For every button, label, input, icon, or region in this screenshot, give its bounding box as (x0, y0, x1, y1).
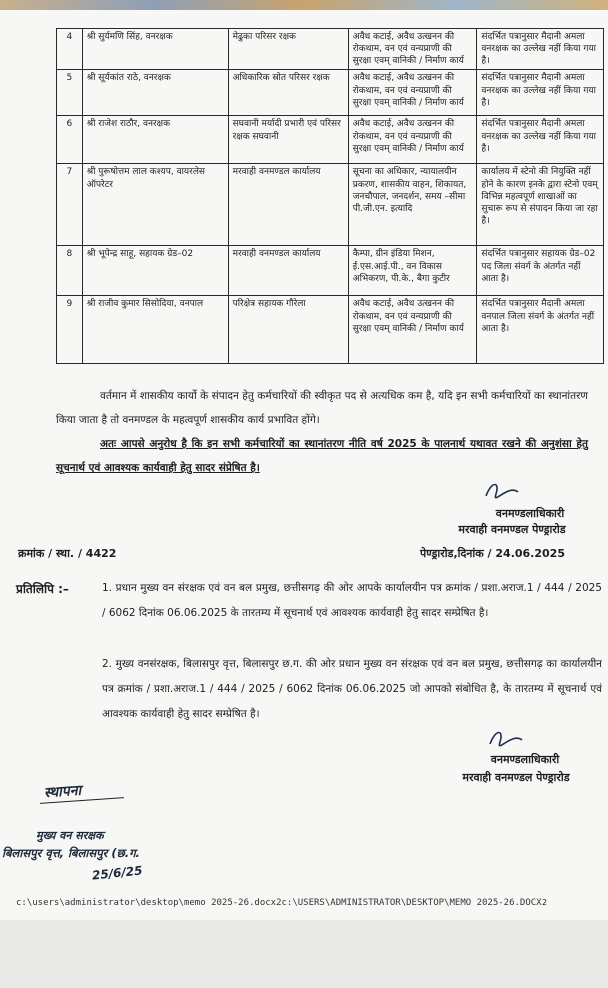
table-row (57, 164, 604, 246)
work-details: अवैध कटाई, अवैध उत्खनन की रोकथाम, वन एवं वन्यप्राणी की सुरक्षा एवम् वानिकी / निर्माण कार्य (348, 29, 477, 70)
signature-mark (482, 478, 522, 502)
table-row (57, 70, 604, 116)
posting: मरवाही वनमण्डल कार्यालय (228, 164, 348, 246)
copy-heading: प्रतिलिपि :– (16, 582, 69, 596)
work-details: अवैध कटाई, अवैध उत्खनन की रोकथाम, वन एवं वन्यप्राणी की सुरक्षा एवम् वानिकी / निर्माण कार्य (348, 116, 477, 164)
employee-name: श्री राजीव कुमार सिसोदिया, वनपाल (82, 296, 228, 364)
serial-number: 7 (57, 164, 83, 246)
copy-item: 2. मुख्य वनसंरक्षक, बिलासपुर वृत्त, बिलासपुर छ.ग. की ओर प्रधान मुख्य वन संरक्षक एवं वन बल प्रमुख, छत्तीसगढ़ का कार्यालयीन पत्र क्रमांक / प्रशा.अराज.1 / 444 / 2025 / 6062 दिनांक 06.06.2025 जो आपको संबोधित है, के तारतम्य में सूचनार्थ एवं आवश्यक कार्यवाही हेतु सादर सम्प्रेषित है। (102, 658, 602, 720)
posting: मरवाही वनमण्डल कार्यालय (228, 246, 348, 296)
handwritten-note: स्थापना (43, 782, 82, 802)
serial-number: 9 (57, 296, 83, 364)
work-details: अवैध कटाई, अवैध उत्खनन की रोकथाम, वन एवं वन्यप्राणी की सुरक्षा एवम् वानिकी / निर्माण कार्य (348, 296, 477, 364)
page-number: 2 (542, 898, 548, 907)
work-details: अवैध कटाई, अवैध उत्खनन की रोकथाम, वन एवं वन्यप्राणी की सुरक्षा एवम् वानिकी / निर्माण कार्य (348, 70, 477, 116)
signature-mark (486, 726, 526, 750)
signatory-title: वनमण्डलाधिकारी (490, 753, 560, 766)
signatory-office: मरवाही वनमण्डल पेण्ड्रारोड (462, 771, 570, 784)
table-row (57, 246, 604, 296)
posting: अधिकारिक स्रोत परिसर रक्षक (228, 70, 348, 116)
table-row (57, 116, 604, 164)
employee-name: श्री राजेश राठौर, वनरक्षक (82, 116, 228, 164)
remark: संदर्भित पत्रानुसार मैदानी अमला वनपाल जिला संवर्ग के अंतर्गत नहीं आता है। (477, 296, 604, 364)
remark: कार्यालय में स्टेनो की नियुक्ति नहीं होने के कारण इनके द्वारा स्टेनो एवम् विभिन्न महत्वपूर्ण शाखाओं का सुचारू रूप से संपादन किया जा रहा है। (477, 164, 604, 246)
posting: मेढुका परिसर रक्षक (228, 29, 348, 70)
table-row (57, 29, 604, 70)
body-paragraph: वर्तमान में शासकीय कार्यो के संपादन हेतु कर्मचारियों की स्वीकृत पद से अत्यधिक कम है, यदि इन सभी कर्मचारियों का स्थानांतरण किया जाता है तो वनमण्डल के महत्वपूर्ण शासकीय कार्य प्रभावित होंगे। (56, 390, 588, 426)
staff-table (56, 28, 604, 364)
signatory-title: वनमण्डलाधिकारी (495, 507, 565, 520)
work-details: सूचना का अधिकार, न्यायालयीन प्रकरण, शासकीय वाहन, शिकायत, जनचौपाल, जनदर्शन, समय –सीमा पी.जी.एन. इत्यादि (348, 164, 477, 246)
serial-number: 5 (57, 70, 83, 116)
table-row (57, 296, 604, 364)
receipt-line: मुख्य वन सरक्षक (36, 829, 104, 842)
request-paragraph: अतः आपसे अनुरोध है कि इन सभी कर्मचारियों का स्थानांतरण नीति वर्ष 2025 के पालनार्थ यथावत रखने की अनुशंसा हेतु सूचनार्थ एवं आवश्यक कार्यवाही हेतु सादर संप्रेषित है। (56, 438, 588, 474)
employee-name: श्री भूपेन्द्र साहू, सहायक ग्रेड–02 (82, 246, 228, 296)
employee-name: श्री सूर्यकांत राठे, वनरक्षक (82, 70, 228, 116)
signatory-office: मरवाही वनमण्डल पेण्ड्रारोड (458, 523, 566, 536)
reference-number: क्रमांक / स्था. / 4422 (18, 547, 117, 560)
receipt-line: बिलासपुर वृत्त, बिलासपुर (छ.ग. (2, 846, 140, 860)
serial-number: 4 (57, 29, 83, 70)
place-date: पेण्ड्रारोड,दिनांक / 24.06.2025 (420, 547, 565, 560)
serial-number: 8 (57, 246, 83, 296)
remark: संदर्भित पत्रानुसार सहायक ग्रेड–02 पद जिला संवर्ग के अंतर्गत नहीं आता है। (477, 246, 604, 296)
remark: संदर्भित पत्रानुसार मैदानी अमला वनरक्षक का उल्लेख नहीं किया गया है। (477, 116, 604, 164)
remark: संदर्भित पत्रानुसार मैदानी अमला वनरक्षक का उल्लेख नहीं किया गया है। (477, 70, 604, 116)
posting: सघवानी मर्यादी प्रभारी एवं परिसर रक्षक सघवानी (228, 116, 348, 164)
serial-number: 6 (57, 116, 83, 164)
employee-name: श्री सुर्यमणि सिंह, वनरक्षक (82, 29, 228, 70)
employee-name: श्री पुरूषोत्तम लाल कश्यप, वायरलेस ऑपरेटर (82, 164, 228, 246)
photo-edge-strip (0, 0, 608, 10)
remark: संदर्भित पत्रानुसार मैदानी अमला वनरक्षक का उल्लेख नहीं किया गया है। (477, 29, 604, 70)
receipt-date: 25/6/25 (91, 863, 144, 883)
posting: परिक्षेत्र सहायक गौरेला (228, 296, 348, 364)
copy-item: 1. प्रधान मुख्य वन संरक्षक एवं वन बल प्रमुख, छत्तीसगढ़ की ओर आपके कार्यालयीन पत्र क्रमांक / प्रशा.अराज.1 / 444 / 2025 / 6062 दिनांक 06.06.2025 के तारतम्य में सूचनार्थ एवं आवश्यक कार्यवाही हेतु सादर सम्प्रेषित है। (102, 582, 602, 619)
work-details: कैम्पा, ग्रीन इंडिया मिशन, ई.एस.आई.पी., वन विकास अभिकरण, पी.के., बैगा कुटीर (348, 246, 477, 296)
file-path-footer: c:\users\administrator\desktop\memo 2025-26.docx2c:\USERS\ADMINISTRATOR\DESKTOP\MEMO 2025-26.DOCX (16, 898, 542, 908)
